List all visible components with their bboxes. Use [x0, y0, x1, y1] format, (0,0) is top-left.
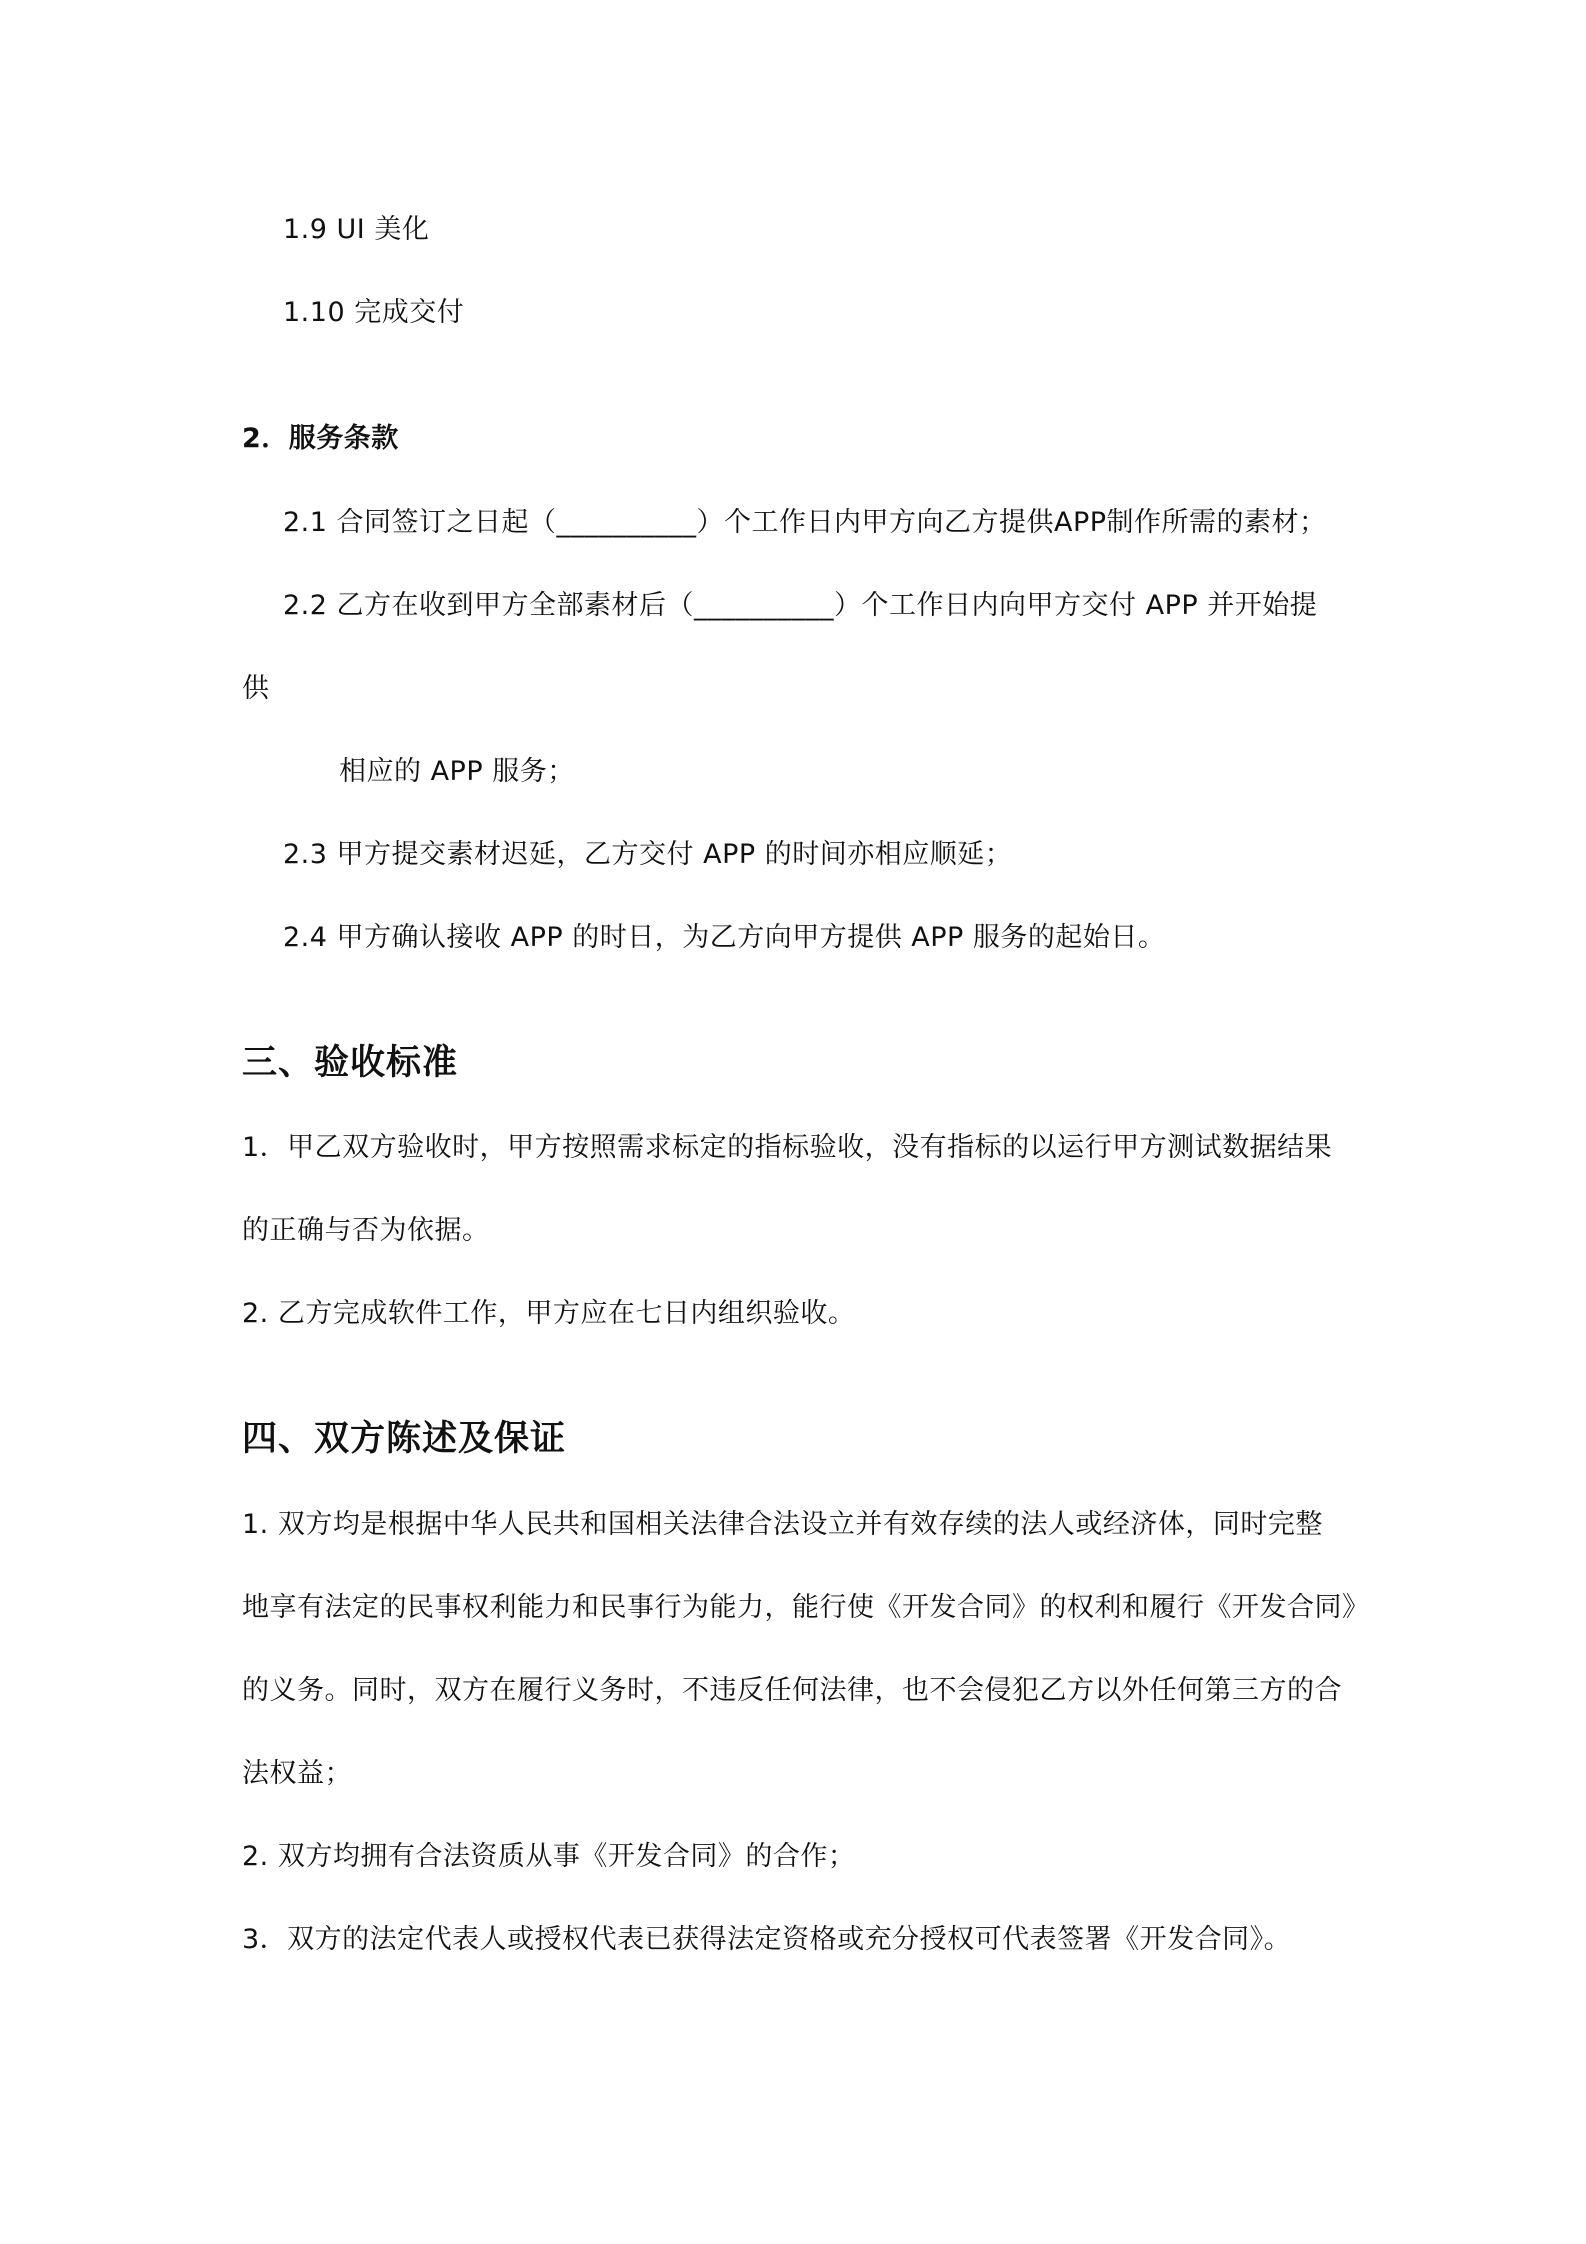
- clause-2-3: 2.3 甲方提交素材迟延，乙方交付 APP 的时间亦相应顺延；: [283, 839, 1013, 870]
- list-item-1-10: 1.10 完成交付: [283, 297, 465, 328]
- warranty-paragraph-1-line-2: 地享有法定的民事权利能力和民事行为能力，能行使《开发合同》的权利和履行《开发合同》: [242, 1592, 1370, 1623]
- clause-2-4: 2.4 甲方确认接收 APP 的时日，为乙方向甲方提供 APP 服务的起始日。: [283, 922, 1166, 953]
- clause-2-2-line-2: 供: [242, 673, 270, 704]
- warranty-paragraph-1-line-1: 1. 双方均是根据中华人民共和国相关法律合法设立并有效存续的法人或经济体，同时完整: [242, 1509, 1323, 1540]
- acceptance-heading: 三、验收标准: [242, 1043, 459, 1083]
- acceptance-paragraph-1-line-1: 1．甲乙双方验收时，甲方按照需求标定的指标验收，没有指标的以运行甲方测试数据结果: [242, 1132, 1333, 1163]
- warranty-heading: 四、双方陈述及保证: [242, 1419, 567, 1459]
- clause-2-2-line-3: 相应的 APP 服务；: [339, 756, 575, 787]
- warranty-paragraph-2: 2. 双方均拥有合法资质从事《开发合同》的合作；: [242, 1841, 856, 1872]
- service-terms-title: 2．服务条款: [242, 423, 399, 454]
- clause-2-2-line-1: 2.2 乙方在收到甲方全部素材后（__________）个工作日内向甲方交付 APP 并开始提: [283, 590, 1318, 621]
- warranty-paragraph-3: 3．双方的法定代表人或授权代表已获得法定资格或充分授权可代表签署《开发合同》。: [242, 1924, 1292, 1955]
- acceptance-paragraph-2: 2. 乙方完成软件工作，甲方应在七日内组织验收。: [242, 1298, 856, 1329]
- warranty-paragraph-1-line-3: 的义务。同时，双方在履行义务时，不违反任何法律，也不会侵犯乙方以外任何第三方的合: [242, 1675, 1342, 1706]
- warranty-paragraph-1-line-4: 法权益；: [242, 1758, 352, 1789]
- list-item-1-9: 1.9 UI 美化: [283, 214, 430, 245]
- acceptance-paragraph-1-line-2: 的正确与否为依据。: [242, 1215, 490, 1246]
- clause-2-1: 2.1 合同签订之日起（__________）个工作日内甲方向乙方提供APP制作所需的素材；: [283, 507, 1327, 538]
